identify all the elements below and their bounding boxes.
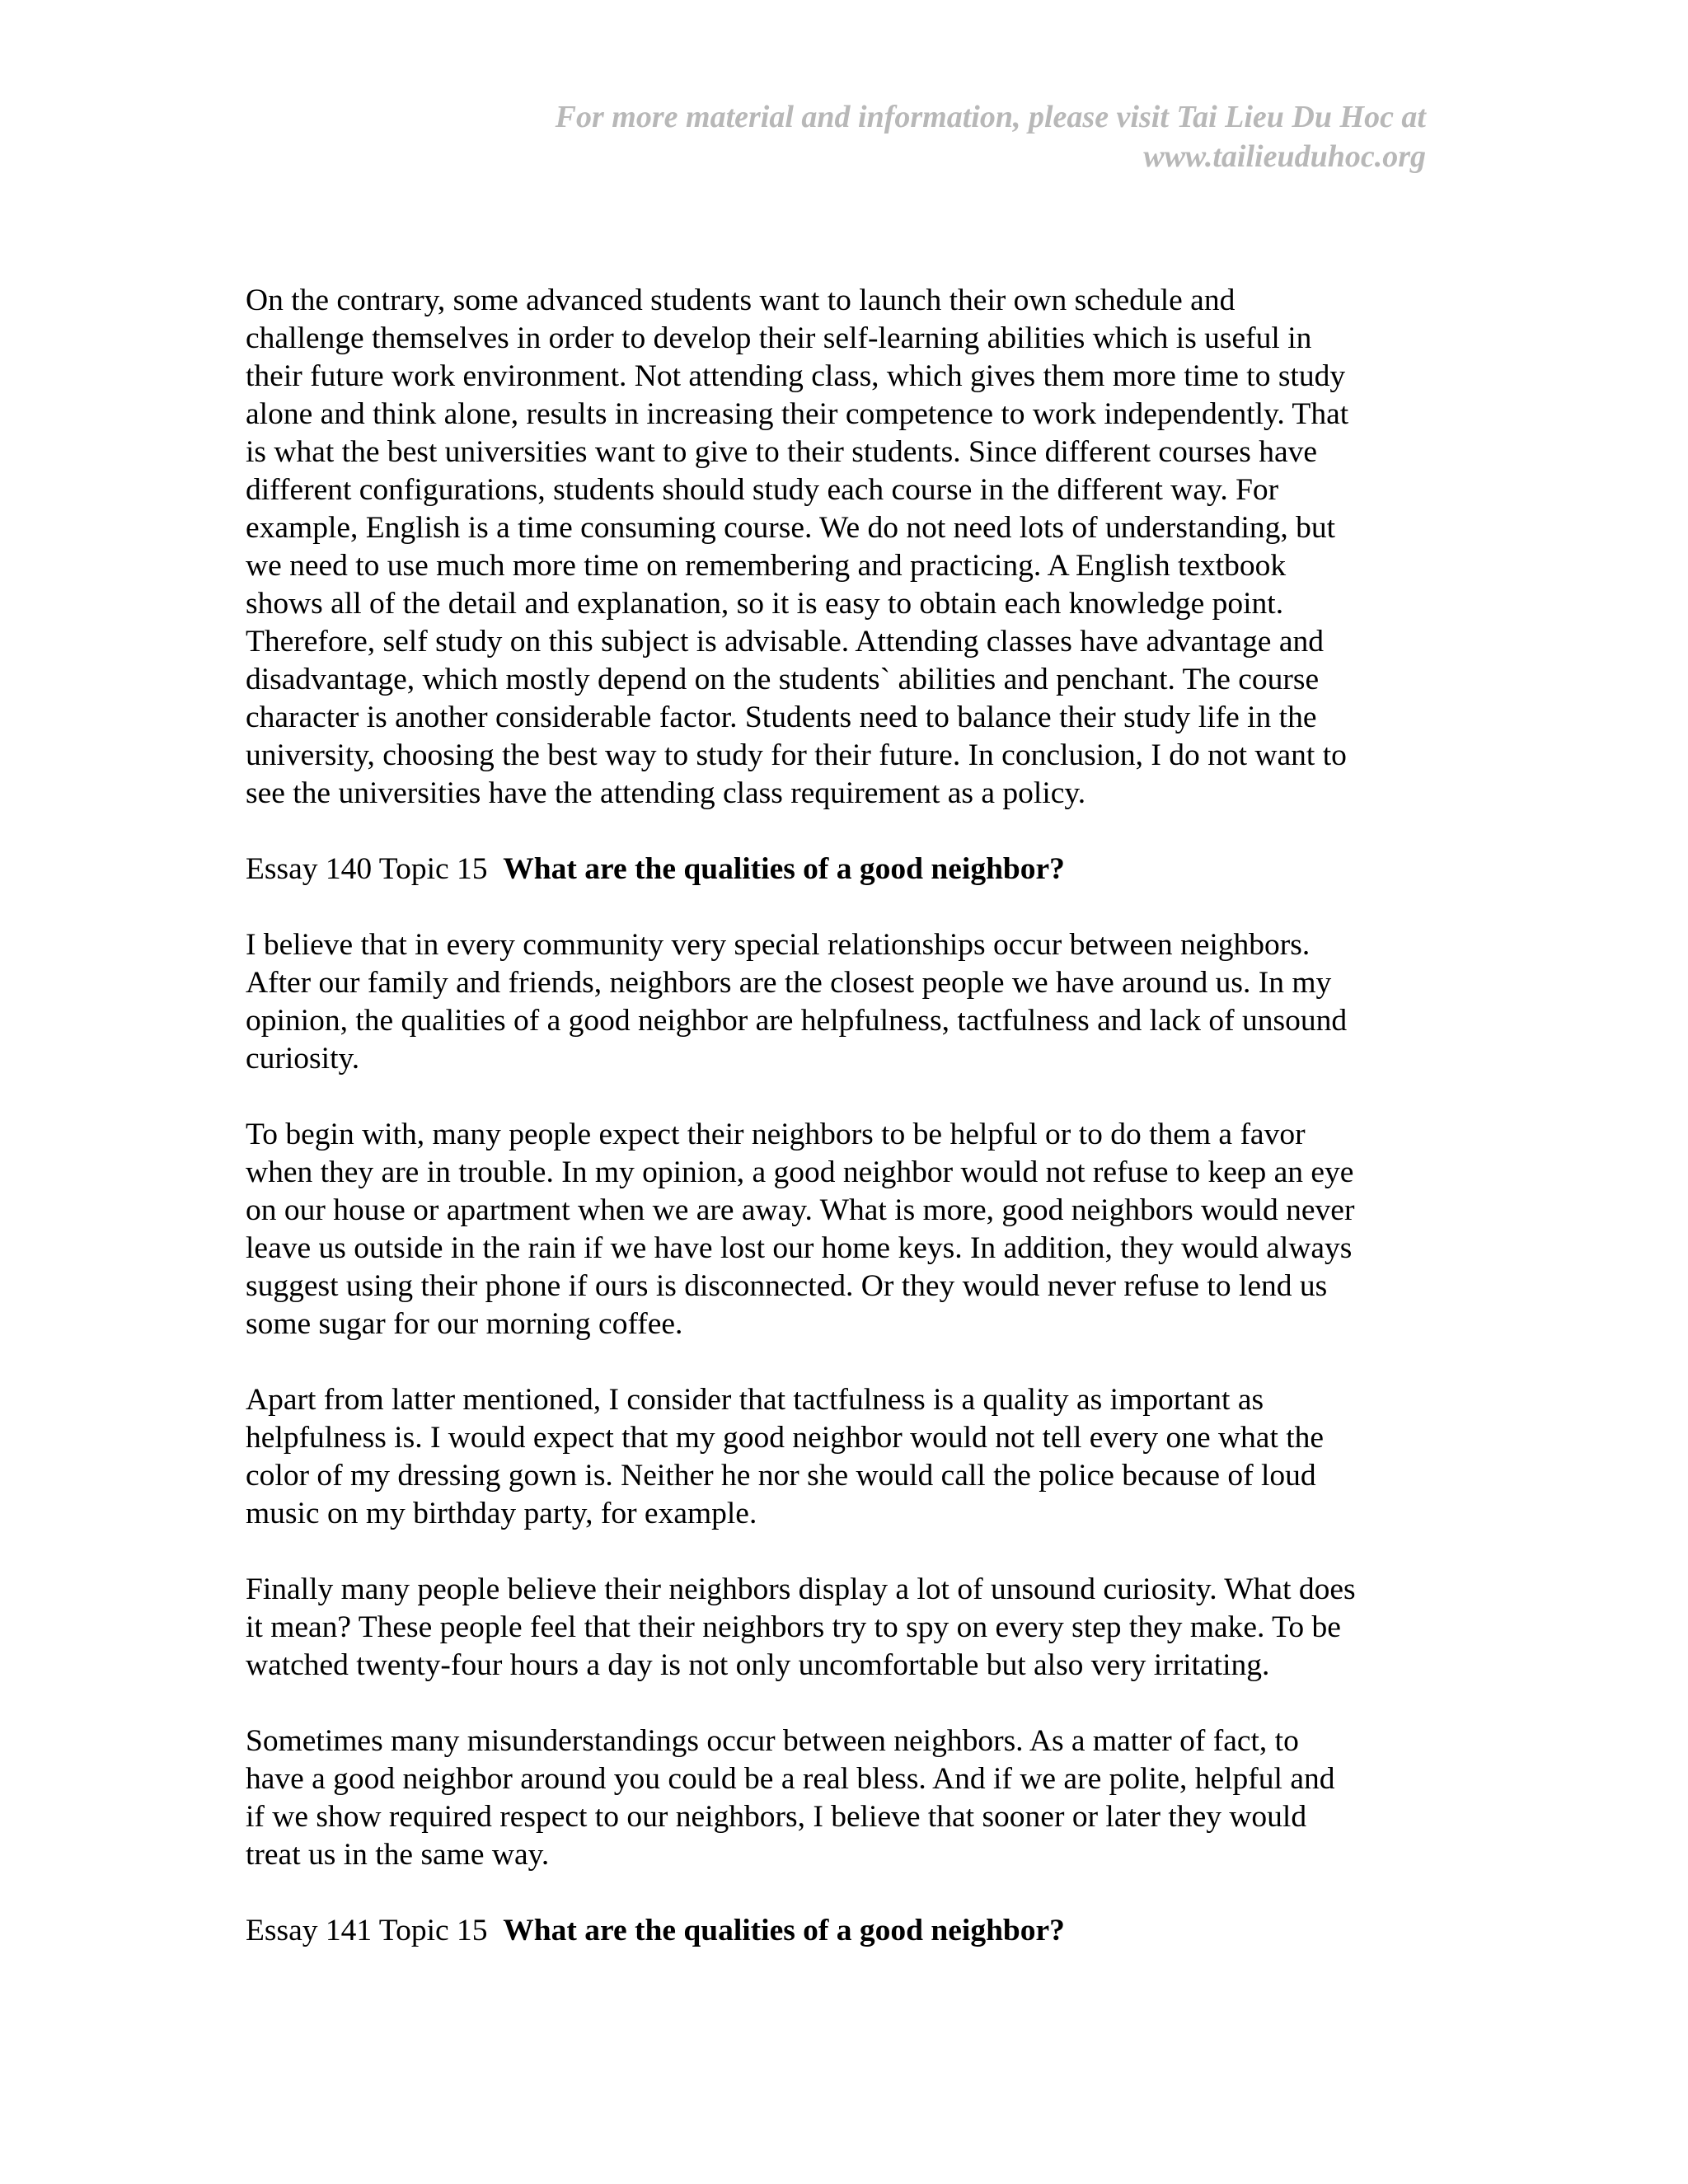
intro-paragraph	[246, 282, 1442, 813]
text-line: when they are in trouble. In my opinion, a good neighbor would not refuse to keep an eye	[246, 1155, 1354, 1189]
text-line: university, choosing the best way to study for their future. In conclusion, I do not want to	[246, 738, 1347, 772]
essay-141-prefix: Essay 141 Topic 15	[246, 1914, 488, 1947]
text-line: alone and think alone, results in increasing their competence to work independently. That	[246, 397, 1349, 431]
document-body	[246, 282, 1442, 1988]
text-line: character is another considerable factor. Students need to balance their study life in the	[246, 701, 1317, 734]
text-line: Therefore, self study on this subject is advisable. Attending classes have advantage and	[246, 625, 1324, 658]
text-line: challenge themselves in order to develop their self-learning abilities which is useful in	[246, 321, 1312, 355]
text-line: To begin with, many people expect their neighbors to be helpful or to do them a favor	[246, 1118, 1306, 1151]
text-line: music on my birthday party, for example.	[246, 1497, 757, 1530]
essay-140-paragraph-4	[246, 1571, 1442, 1685]
header-line-2: www.tailieuduhoc.org	[1143, 139, 1426, 174]
essay-140-paragraph-1	[246, 926, 1442, 1078]
text-line: Apart from latter mentioned, I consider that tactfulness is a quality as important as	[246, 1383, 1264, 1417]
essay-141-heading	[246, 1912, 1442, 1950]
text-line: color of my dressing gown is. Neither he nor she would call the police because of loud	[246, 1459, 1316, 1493]
header-line-1: For more material and information, please visit Tai Lieu Du Hoc at	[555, 100, 1426, 134]
text-line: it mean? These people feel that their neighbors try to spy on every step they make. To be	[246, 1610, 1341, 1644]
text-line: watched twenty-four hours a day is not only uncomfortable but also very irritating.	[246, 1648, 1270, 1682]
text-line: leave us outside in the rain if we have lost our home keys. In addition, they would always	[246, 1231, 1353, 1265]
text-line: different configurations, students should study each course in the different way. For	[246, 473, 1279, 507]
essay-140-heading	[246, 851, 1442, 888]
text-line: example, English is a time consuming course. We do not need lots of understanding, but	[246, 511, 1336, 545]
text-line: on our house or apartment when we are away. What is more, good neighbors would never	[246, 1193, 1355, 1227]
essay-140-title: What are the qualities of a good neighbor?	[503, 852, 1065, 886]
text-line: is what the best universities want to give to their students. Since different courses have	[246, 435, 1318, 469]
text-line: their future work environment. Not attending class, which gives them more time to study	[246, 359, 1346, 393]
text-line: shows all of the detail and explanation, so it is easy to obtain each knowledge point.	[246, 587, 1284, 621]
text-line: opinion, the qualities of a good neighbor are helpfulness, tactfulness and lack of unsound	[246, 1004, 1348, 1038]
essay-141-title: What are the qualities of a good neighbor?	[503, 1914, 1065, 1947]
text-line: have a good neighbor around you could be a real bless. And if we are polite, helpful and	[246, 1762, 1335, 1796]
essay-140-paragraph-2	[246, 1116, 1442, 1343]
text-line: treat us in the same way.	[246, 1838, 550, 1872]
text-line: Sometimes many misunderstandings occur between neighbors. As a matter of fact, to	[246, 1724, 1299, 1758]
text-line: see the universities have the attending class requirement as a policy.	[246, 776, 1086, 810]
text-line: if we show required respect to our neighbors, I believe that sooner or later they would	[246, 1800, 1307, 1834]
text-line: suggest using their phone if ours is disconnected. Or they would never refuse to lend us	[246, 1269, 1328, 1303]
text-line: I believe that in every community very special relationships occur between neighbors.	[246, 928, 1311, 962]
text-line: some sugar for our morning coffee.	[246, 1307, 683, 1341]
text-line: helpfulness is. I would expect that my good neighbor would not tell every one what the	[246, 1421, 1325, 1455]
text-line: Finally many people believe their neighbors display a lot of unsound curiosity. What does	[246, 1572, 1356, 1606]
text-line: On the contrary, some advanced students want to launch their own schedule and	[246, 284, 1236, 317]
text-line: disadvantage, which mostly depend on the students` abilities and penchant. The course	[246, 663, 1320, 696]
essay-140-paragraph-5	[246, 1722, 1442, 1874]
essay-140-prefix: Essay 140 Topic 15	[246, 852, 488, 886]
text-line: After our family and friends, neighbors are the closest people we have around us. In my	[246, 966, 1332, 1000]
page-header	[437, 97, 1426, 176]
text-line: we need to use much more time on remembering and practicing. A English textbook	[246, 549, 1287, 583]
essay-140-paragraph-3	[246, 1381, 1442, 1533]
text-line: curiosity.	[246, 1042, 360, 1076]
